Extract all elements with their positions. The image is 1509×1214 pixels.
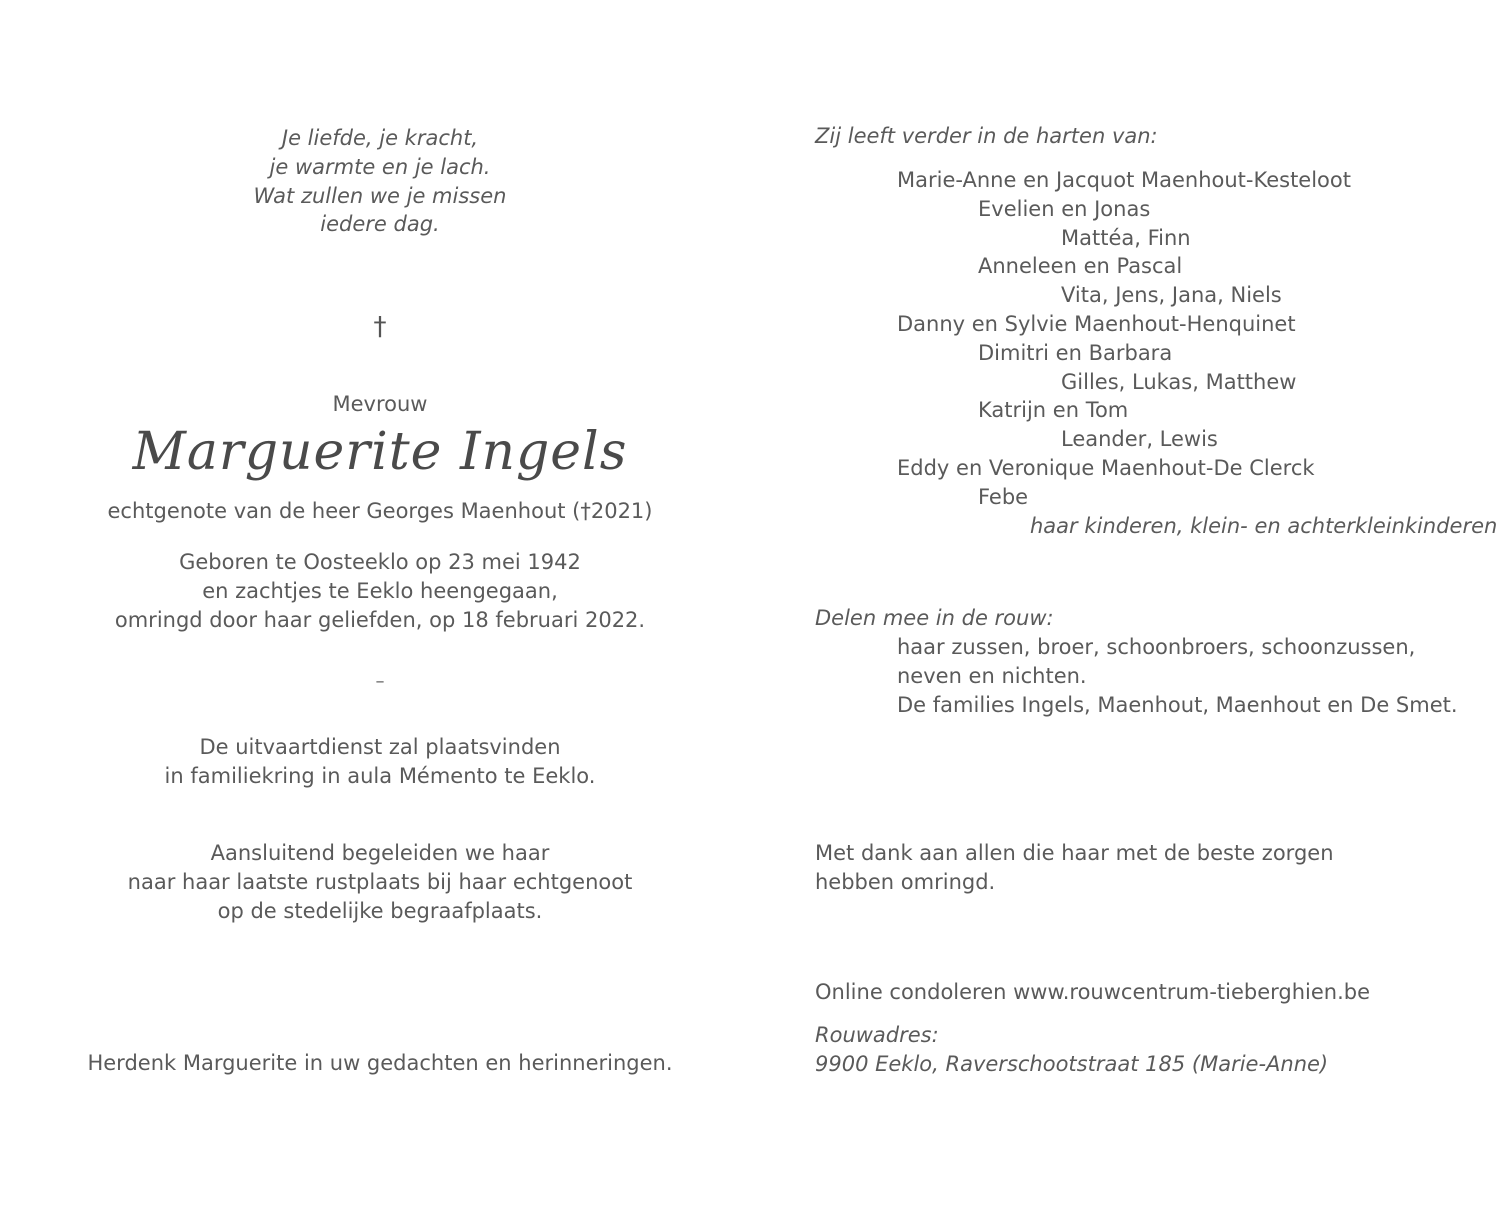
family-list: [815, 166, 1498, 540]
family-line: Mattéa, Finn: [1061, 225, 1191, 250]
service-info: [60, 733, 700, 791]
family-line: Danny en Sylvie Maenhout-Henquinet: [897, 311, 1296, 336]
service-line: in familiekring in aula Mémento te Eeklo.: [164, 763, 596, 788]
poem-line: Je liefde, je kracht,: [281, 126, 479, 150]
poem-line: je warmte en je lach.: [269, 154, 491, 179]
family-summary: haar kinderen, klein- en achterkleinkinderen: [1030, 513, 1498, 538]
birth-death-line: Geboren te Oosteeklo op 23 mei 1942: [179, 550, 581, 574]
family-line: Febe: [978, 484, 1029, 509]
title: Mevrouw: [332, 392, 428, 416]
thanks-line: hebben omringd.: [815, 869, 996, 894]
birth-death-line: en zachtjes te Eeklo heengegaan,: [202, 578, 558, 603]
burial-info: [60, 839, 700, 925]
mourning-list: [815, 633, 1458, 719]
birth-death: [60, 548, 700, 634]
remember-line: Herdenk Marguerite in uw gedachten en herinneringen.: [87, 1051, 673, 1075]
burial-line: Aansluitend begeleiden we haar: [210, 841, 550, 865]
separator: –: [375, 671, 385, 692]
family-line: Gilles, Lukas, Matthew: [1061, 369, 1297, 394]
family-line: Marie-Anne en Jacquot Maenhout-Kesteloot: [897, 168, 1351, 192]
poem-line: iedere dag.: [320, 212, 440, 237]
address-label: Rouwadres:: [815, 1023, 939, 1047]
burial-line: op de stedelijke begraafplaats.: [217, 898, 543, 923]
family-line: Leander, Lewis: [1061, 427, 1218, 452]
address-line: 9900 Eeklo, Raverschootstraat 185 (Marie-Anne): [815, 1051, 1329, 1076]
poem-line: Wat zullen we je missen: [253, 183, 507, 208]
poem: [60, 124, 700, 239]
family-line: Eddy en Veronique Maenhout-De Clerck: [897, 455, 1315, 480]
birth-death-line: omringd door haar geliefden, op 18 februari 2022.: [114, 607, 646, 632]
service-line: De uitvaartdienst zal plaatsvinden: [199, 735, 561, 759]
family-line: Dimitri en Barbara: [978, 340, 1173, 365]
mourning-address: [815, 1021, 1328, 1079]
online-condolence: Online condoleren www.rouwcentrum-tieberghien.be: [815, 980, 1371, 1004]
thanks: [815, 839, 1334, 897]
family-heading: Zij leeft verder in de harten van:: [815, 124, 1158, 148]
mourning-line: haar zussen, broer, schoonbroers, schoonzussen,: [897, 635, 1416, 659]
thanks-line: Met dank aan allen die haar met de beste zorgen: [815, 841, 1334, 865]
spouse-line: echtgenote van de heer Georges Maenhout (†2021): [107, 499, 653, 523]
deceased-name: Marguerite Ingels: [132, 422, 628, 482]
mourning-line: De families Ingels, Maenhout, Maenhout en De Smet.: [897, 692, 1458, 717]
family-line: Katrijn en Tom: [978, 398, 1129, 423]
cross-icon: †: [373, 312, 387, 342]
family-line: Evelien en Jonas: [978, 196, 1151, 221]
family-line: Anneleen en Pascal: [978, 254, 1183, 279]
mourning-heading: Delen mee in de rouw:: [815, 606, 1054, 630]
burial-line: naar haar laatste rustplaats bij haar echtgenoot: [127, 869, 633, 894]
mourning-line: neven en nichten.: [897, 663, 1087, 688]
family-line: Vita, Jens, Jana, Niels: [1061, 283, 1282, 308]
